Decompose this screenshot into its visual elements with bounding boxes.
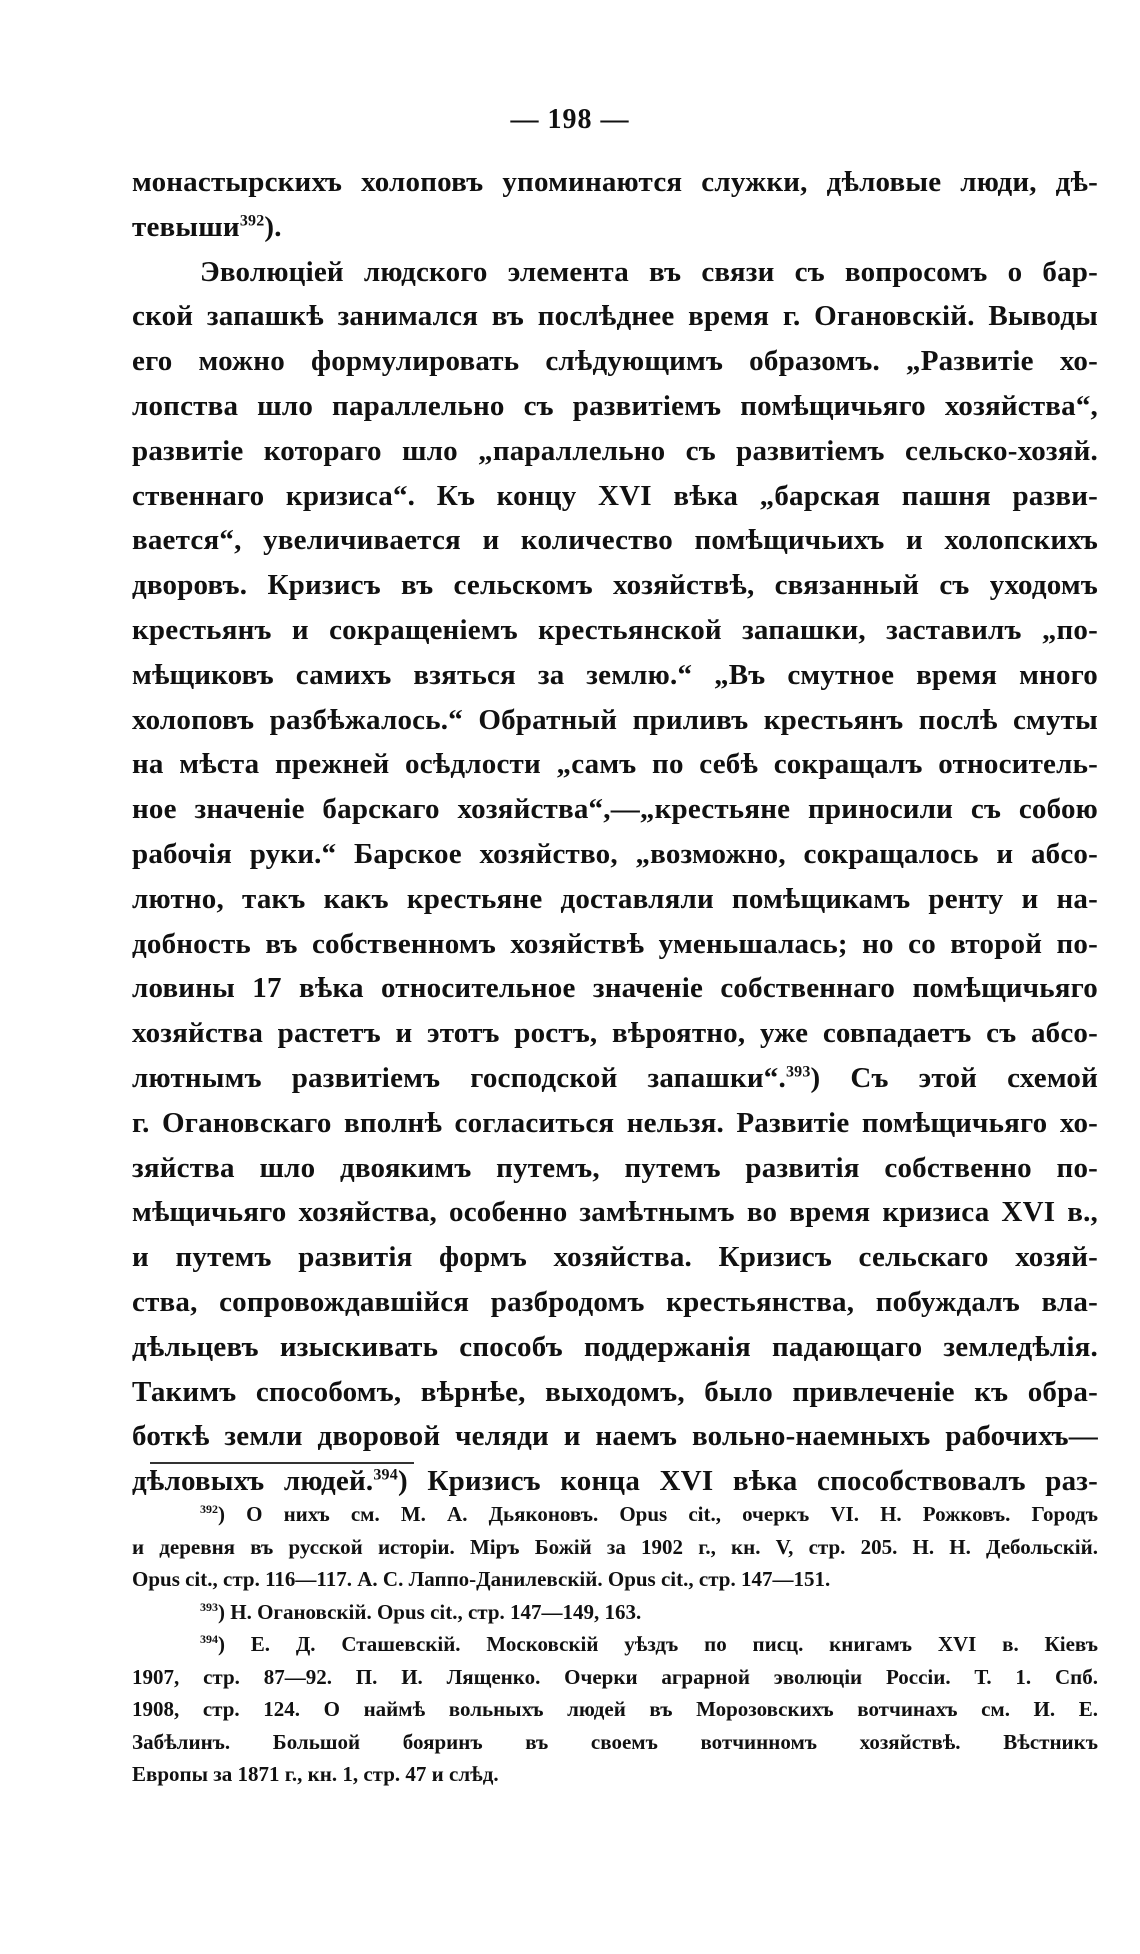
page-number: — 198 — bbox=[510, 104, 630, 135]
text-line: рабочія руки.“ Барское хозяйство, „возможно, сокращалось и абсо- bbox=[132, 837, 1098, 870]
text-line: мѣщичьяго хозяйства, особенно замѣтнымъ во время кризиса XVI в., bbox=[132, 1196, 1098, 1229]
text-line: дворовъ. Кризисъ въ сельскомъ хозяйствѣ, связанный съ уходомъ bbox=[132, 569, 1098, 602]
footnote-line bbox=[132, 1628, 1098, 1661]
footnote-number: 394 bbox=[200, 1632, 218, 1646]
footnote-line: Opus cit., стр. 116—117. А. С. Лаппо-Данилевскій. Opus cit., стр. 147—151. bbox=[132, 1567, 831, 1591]
text-line: его можно формулировать слѣдующимъ образомъ. „Развитіе хо- bbox=[132, 345, 1098, 378]
footnote-separator bbox=[150, 1462, 414, 1464]
text-line bbox=[132, 205, 1098, 250]
footnote-number: 393 bbox=[200, 1599, 218, 1614]
footnote-ref[interactable]: 394 bbox=[373, 1466, 398, 1484]
footnote-line: и деревня въ русской исторіи. Міръ Божій за 1902 г., кн. V, стр. 205. Н. Н. Дебольскій. bbox=[132, 1534, 1098, 1559]
text-line: на мѣста прежней осѣдлости „самъ по себѣ сокращалъ относитель- bbox=[132, 748, 1098, 781]
text-line: развитіе котораго шло „параллельно съ развитіемъ сельско-хозяй. bbox=[132, 434, 1098, 467]
text-fragment: дѣловыхъ людей. bbox=[132, 1465, 374, 1498]
text-line: ственнаго кризиса“. Къ концу XVI вѣка „барская пашня разви- bbox=[132, 479, 1098, 512]
text-fragment: лютнымъ развитіемъ господской запашки“. bbox=[132, 1061, 786, 1094]
text-line: лютно, такъ какъ крестьяне доставляли помѣщикамъ ренту и на- bbox=[132, 882, 1098, 915]
footnote-number: 392 bbox=[200, 1502, 218, 1516]
text-line: лопства шло параллельно съ развитіемъ помѣщичьяго хозяйства“, bbox=[132, 389, 1098, 422]
text-line: боткѣ земли дворовой челяди и наемъ вольно-наемныхъ рабочихъ— bbox=[132, 1420, 1098, 1453]
footnote-ref[interactable]: 392 bbox=[239, 212, 265, 230]
text-line: дѣльцевъ изыскивать способъ поддержанія падающаго земледѣлія. bbox=[132, 1330, 1098, 1363]
text-line: г. Огановскаго вполнѣ согласиться нельзя. Развитіе помѣщичьяго хо- bbox=[132, 1106, 1098, 1139]
footnote-line bbox=[132, 1498, 1098, 1531]
text-fragment: ). bbox=[264, 210, 282, 243]
text-line: холоповъ разбѣжалось.“ Обратный приливъ крестьянъ послѣ смуты bbox=[132, 703, 1098, 736]
main-text bbox=[132, 160, 1098, 1504]
text-line: ства, сопровождавшійся разбродомъ крестьянства, побуждалъ вла- bbox=[132, 1285, 1098, 1318]
text-line: крестьянъ и сокращеніемъ крестьянской запашки, заставилъ „по- bbox=[132, 613, 1098, 646]
footnote-line: Европы за 1871 г., кн. 1, стр. 47 и слѣд. bbox=[132, 1762, 499, 1786]
footnote-text: ) О нихъ см. М. А. Дьяконовъ. Opus cit., очеркъ VI. Н. Рожковъ. Городъ bbox=[218, 1502, 1098, 1526]
text-line bbox=[132, 1056, 1098, 1101]
text-line: монастырскихъ холоповъ упоминаются служки, дѣловые люди, дѣ- bbox=[132, 166, 1098, 198]
footnote-line: Забѣлинъ. Большой бояринъ въ своемъ вотчинномъ хозяйствѣ. Вѣстникъ bbox=[132, 1729, 1098, 1754]
footnote-text: ) Е. Д. Сташевскій. Московскій уѣздъ по писц. книгамъ XVI в. Кіевъ bbox=[218, 1632, 1098, 1656]
text-line: добность въ собственномъ хозяйствѣ уменьшалась; но со второй по- bbox=[132, 927, 1098, 960]
footnote-line: 1907, стр. 87—92. П. И. Лященко. Очерки аграрной эволюціи Россіи. Т. 1. Спб. bbox=[132, 1664, 1098, 1689]
text-line: ловины 17 вѣка относительное значеніе собственнаго помѣщичьяго bbox=[132, 972, 1098, 1005]
text-fragment: ) Съ этой схемой bbox=[810, 1061, 1099, 1094]
footnote-ref[interactable]: 393 bbox=[785, 1063, 811, 1081]
text-line: хозяйства растетъ и этотъ ростъ, вѣроятно, уже совпадаетъ съ абсо- bbox=[132, 1017, 1098, 1050]
text-line: Эволюціей людского элемента въ связи съ вопросомъ о бар- bbox=[200, 255, 1098, 288]
footnotes bbox=[132, 1498, 1098, 1791]
text-line: ской запашкѣ занимался въ послѣднее время г. Огановскій. Выводы bbox=[132, 300, 1098, 333]
text-line: и путемъ развитія формъ хозяйства. Кризисъ сельскаго хозяй- bbox=[132, 1241, 1098, 1274]
footnote-text: ) Н. Огановскій. Opus cit., стр. 147—149, 163. bbox=[218, 1599, 642, 1624]
text-line: Такимъ способомъ, вѣрнѣе, выходомъ, было привлеченіе къ обра- bbox=[132, 1375, 1098, 1408]
text-line: зяйства шло двоякимъ путемъ, путемъ развитія собственно по- bbox=[132, 1151, 1098, 1184]
footnote-line: 1908, стр. 124. О наймѣ вольныхъ людей въ Морозовскихъ вотчинахъ см. И. Е. bbox=[132, 1697, 1098, 1721]
text-fragment: тевыши bbox=[132, 210, 240, 243]
footnote-line bbox=[132, 1596, 1098, 1629]
text-line: вается“, увеличивается и количество помѣщичьихъ и холопскихъ bbox=[132, 524, 1098, 557]
text-fragment: ) Кризисъ конца XVI вѣка способствовалъ раз- bbox=[397, 1465, 1098, 1498]
text-line: ное значеніе барскаго хозяйства“,—„крестьяне приносили съ собою bbox=[132, 793, 1098, 826]
text-line: мѣщиковъ самихъ взяться за землю.“ „Въ смутное время много bbox=[132, 658, 1098, 691]
